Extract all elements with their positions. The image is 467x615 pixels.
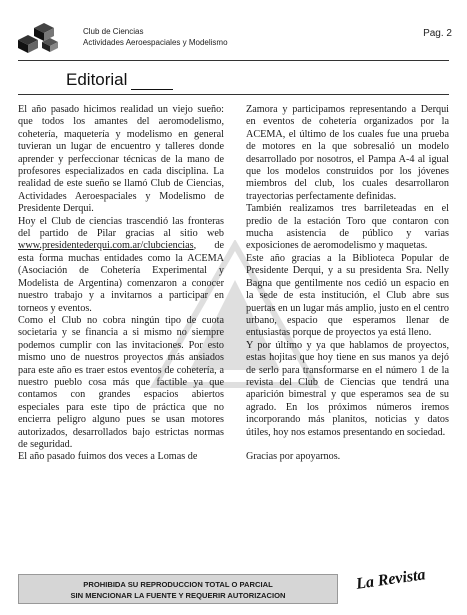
column-right — [246, 104, 449, 463]
paragraph: También realizamos tres barrileteadas en el predio de la estación Toro que contaron con mucha asistencia de público y varias exposiciones de aeromodelismo y maquetas. — [246, 203, 449, 252]
copyright-line-1: PROHIBIDA SU REPRODUCCION TOTAL O PARCIAL — [83, 580, 273, 589]
paragraph: Zamora y participamos representando a Derqui en eventos de cohetería organizados por la ACEMA, el último de los cuales fue una prueba de motores en la que sobresalió un modelo desarrollado por nosotros, el Pampa A-4 al igual que los modelos construidos por los jóvenes miembros del club, los cuales desarrollaron trayectorias perfectamente definidas. — [246, 104, 449, 202]
title-underline — [131, 74, 173, 90]
paragraph: Este año gracias a la Biblioteca Popular de Presidente Derqui, y a su presidenta Sra. Nelly Bagna que gentilmente nos cedió un espacio en la sede de esta institución, el Club abre sus puertas en un lugar más amplio, justo en el centro urbano, espacio que esperamos llenar de entusiastas porque de proyectos ya está lleno. — [246, 252, 449, 339]
column-left — [18, 104, 224, 464]
copyright-line-2: SIN MENCIONAR LA FUENTE Y REQUERIR AUTORIZACION — [70, 591, 286, 600]
paragraph-text: , de esta forma muchas entidades como la ACEMA (Asociación de Cohetería Experimental y Modelista de Argentina) comenzaron a conocer nuestro trabajo y a invitarnos a participar en torneos y eventos. — [18, 240, 224, 314]
paragraph: Como el Club no cobra ningún tipo de cuota societaria y se financia a si mismo no siempre podemos cumplir con las invitaciones. Por esto mismo uno de nuestros proyectos más ansiados para este año es traer estos eventos de cohetería, a nuestro pueblo cosa más que factible ya que contamos con grandes espacios abiertos especiales para este tipo de práctica que no encierra peligro alguno pues se usan motores autorizados, desarrollados bajo estrictas normas de seguridad. — [18, 314, 224, 450]
club-logo-cubes-icon — [16, 18, 62, 54]
paragraph: El año pasado fuimos dos veces a Lomas de — [18, 451, 198, 463]
la-revista-logo: La Revista — [355, 566, 427, 593]
paragraph: Y por último y ya que hablamos de proyectos, estas hojitas que hoy tiene en sus manos ya dejó de serlo para transformarse en el número 1 de la revista del Club de Ciencias que tendrá una aparición bimestral y que esperamos sea de su agrado. En los próximos números iremos incorporando más planitos, noticias y datos útiles, hoy nos estamos presentando en sociedad. — [246, 339, 449, 438]
paragraph-text: Hoy el Club de ciencias trascendió las fronteras del partido de Pilar gracias al sitio web — [18, 215, 224, 240]
editorial-title — [66, 70, 173, 90]
closing-line: Gracias por apoyarnos. — [246, 450, 341, 462]
paragraph: El año pasado hicimos realidad un viejo sueño: que todos los amantes del aeromodelismo, cohetería, maquetería y modelismo en general tuvieran un lugar de encuentro y talleres donde aprender y perfeccionar técnicas de la mano de profesores especializados en cada disciplina. La realidad de este sueño se llamó Club de Ciencias, Actividades Aeroespaciales y Modelismo de Presidente Derqui. — [18, 104, 224, 215]
title-divider — [18, 94, 449, 95]
copyright-notice — [18, 574, 338, 604]
club-line-1: Club de Ciencias — [83, 27, 144, 36]
header-divider — [18, 60, 449, 61]
paragraph — [18, 216, 224, 315]
website-link[interactable]: www.presidentederqui.com.ar/clubciencias — [18, 240, 194, 252]
page-number: Pag. 2 — [423, 28, 452, 39]
club-line-2: Actividades Aeroespaciales y Modelismo — [83, 38, 228, 47]
title-text: Editorial — [66, 70, 128, 89]
club-name — [83, 26, 228, 48]
